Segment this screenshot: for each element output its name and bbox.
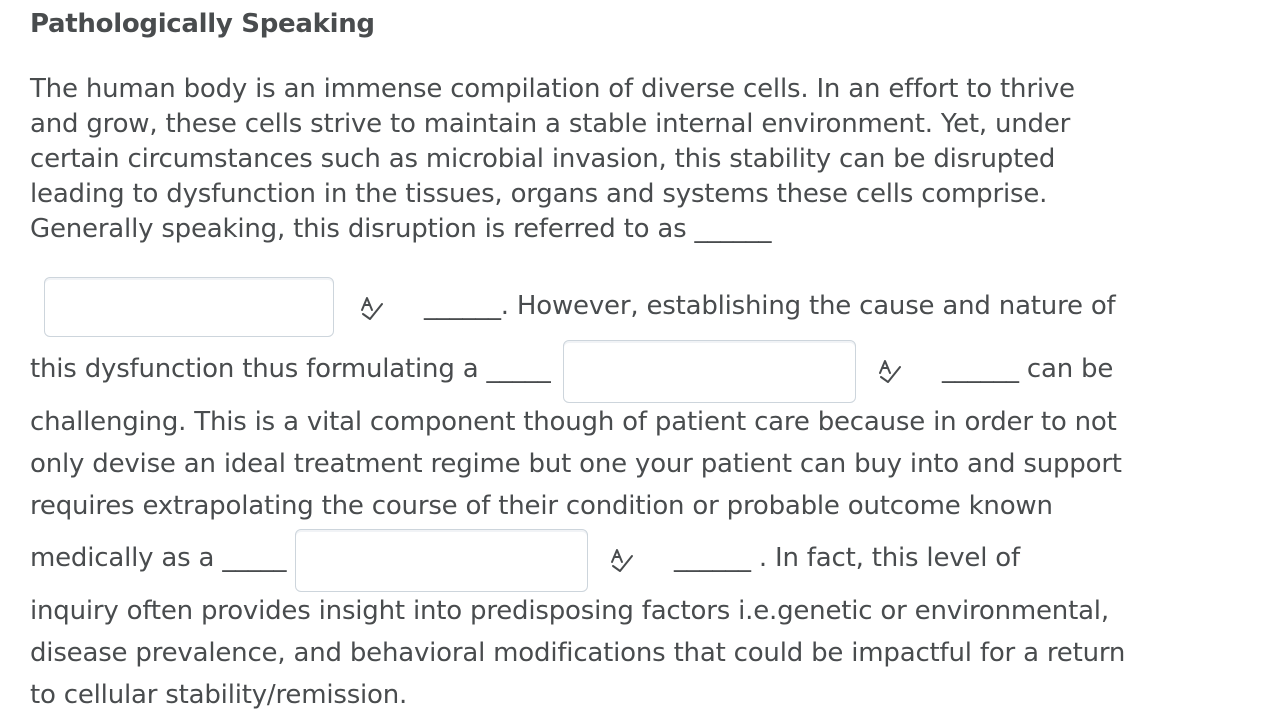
intro-line: certain circumstances such as microbial invasion, this stability can be disrupted [30,144,1056,174]
spellcheck-icon[interactable] [876,357,904,385]
intro-line: leading to dysfunction in the tissues, organs and systems these cells comprise. [30,179,1048,209]
question-title: Pathologically Speaking [30,9,375,39]
blank-2-leading-text: this dysfunction thus formulating a _____ [30,354,551,384]
blank-1-trailing-text: ______. However, establishing the cause and nature of [424,291,1116,321]
blank-2-input[interactable] [563,340,856,403]
ending-line: to cellular stability/remission. [30,680,408,710]
spellcheck-icon[interactable] [358,294,386,322]
intro-line: Generally speaking, this disruption is referred to as ______ [30,214,772,244]
intro-line: The human body is an immense compilation of diverse cells. In an effort to thrive [30,74,1075,104]
blank-1-input[interactable] [44,277,334,337]
intro-line: and grow, these cells strive to maintain a stable internal environment. Yet, under [30,109,1071,139]
middle-line: only devise an ideal treatment regime but one your patient can buy into and support [30,449,1122,479]
blank-2-trailing-text: ______ can be [942,354,1114,384]
middle-line: challenging. This is a vital component though of patient care because in order to not [30,407,1117,437]
intro-paragraph [30,72,1110,247]
blank-3-trailing-text: ______ . In fact, this level of [674,543,1020,573]
spellcheck-icon[interactable] [608,546,636,574]
ending-line: disease prevalence, and behavioral modifications that could be impactful for a return [30,638,1126,668]
middle-line: requires extrapolating the course of their condition or probable outcome known [30,491,1053,521]
ending-line: inquiry often provides insight into predisposing factors i.e.genetic or environmental, [30,596,1109,626]
blank-3-input[interactable] [295,529,588,592]
blank-3-leading-text: medically as a _____ [30,543,287,573]
